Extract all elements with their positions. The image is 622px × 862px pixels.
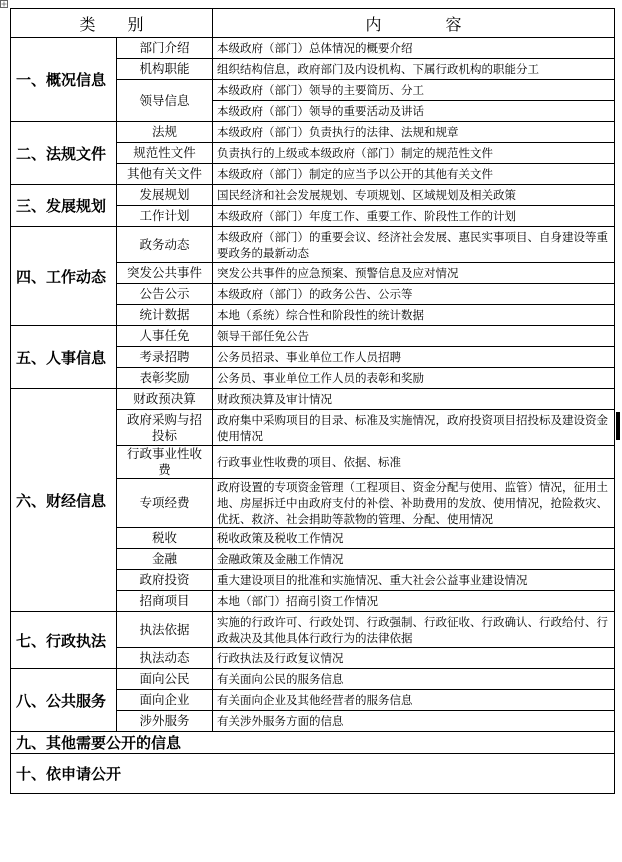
- subcategory-label: 专项经费: [117, 479, 213, 528]
- section-title: 三、发展规划: [11, 185, 117, 227]
- content-cell: 本级政府（部门）领导的主要简历、分工: [213, 80, 615, 101]
- table-header-row: [11, 9, 615, 38]
- content-cell: 金融政策及金融工作情况: [213, 549, 615, 570]
- side-marker: [616, 412, 620, 440]
- header-category: 类 别: [11, 9, 213, 38]
- content-cell: 本地（系统）综合性和阶段性的统计数据: [213, 305, 615, 326]
- content-cell: 国民经济和社会发展规划、专项规划、区域规划及相关政策: [213, 185, 615, 206]
- subcategory-label: 面向企业: [117, 690, 213, 711]
- table-row: [11, 732, 615, 754]
- content-cell: 有关面向企业及其他经营者的服务信息: [213, 690, 615, 711]
- table-row: [11, 227, 615, 263]
- subcategory-label: 金融: [117, 549, 213, 570]
- subcategory-label: 政府投资: [117, 570, 213, 591]
- table-row: [11, 326, 615, 347]
- subcategory-label: 公告公示: [117, 284, 213, 305]
- section-title: 六、财经信息: [11, 389, 117, 612]
- content-cell: 财政预决算及审计情况: [213, 389, 615, 410]
- content-cell: 本地（部门）招商引资工作情况: [213, 591, 615, 612]
- content-cell: 实施的行政许可、行政处罚、行政强制、行政征收、行政确认、行政给付、行政裁决及其他具体行政行为的法律依据: [213, 612, 615, 648]
- subcategory-label: 行政事业性收费: [117, 446, 213, 479]
- content-cell: 本级政府（部门）的政务公告、公示等: [213, 284, 615, 305]
- subcategory-label: 税收: [117, 528, 213, 549]
- subcategory-label: 其他有关文件: [117, 164, 213, 185]
- subcategory-label: 机构职能: [117, 59, 213, 80]
- header-content: 内 容: [213, 9, 615, 38]
- section-title: 七、行政执法: [11, 612, 117, 669]
- subcategory-label: 政务动态: [117, 227, 213, 263]
- table-row: [11, 669, 615, 690]
- section-title: 四、工作动态: [11, 227, 117, 326]
- subcategory-label: 法规: [117, 122, 213, 143]
- subcategory-label: 执法动态: [117, 648, 213, 669]
- table-row: [11, 389, 615, 410]
- section-title: 一、概况信息: [11, 38, 117, 122]
- content-cell: 公务员招录、事业单位工作人员招聘: [213, 347, 615, 368]
- subcategory-label: 部门介绍: [117, 38, 213, 59]
- subcategory-label: 表彰奖励: [117, 368, 213, 389]
- content-cell: 行政执法及行政复议情况: [213, 648, 615, 669]
- table-row: [11, 122, 615, 143]
- disclosure-table: [10, 8, 615, 794]
- content-cell: 公务员、事业单位工作人员的表彰和奖励: [213, 368, 615, 389]
- subcategory-label: 发展规划: [117, 185, 213, 206]
- subcategory-label: 规范性文件: [117, 143, 213, 164]
- subcategory-label: 执法依据: [117, 612, 213, 648]
- section-title: 八、公共服务: [11, 669, 117, 732]
- content-cell: 组织结构信息，政府部门及内设机构、下属行政机构的职能分工: [213, 59, 615, 80]
- subcategory-label: 突发公共事件: [117, 263, 213, 284]
- content-cell: 本级政府（部门）制定的应当予以公开的其他有关文件: [213, 164, 615, 185]
- content-cell: 本级政府（部门）总体情况的概要介绍: [213, 38, 615, 59]
- content-cell: 行政事业性收费的项目、依据、标准: [213, 446, 615, 479]
- table-row: [11, 185, 615, 206]
- content-cell: 税收政策及税收工作情况: [213, 528, 615, 549]
- table-row: [11, 754, 615, 794]
- content-cell: 本级政府（部门）负责执行的法律、法规和规章: [213, 122, 615, 143]
- section-title: 十、依申请公开: [11, 754, 615, 794]
- subcategory-label: 考录招聘: [117, 347, 213, 368]
- subcategory-label: 涉外服务: [117, 711, 213, 732]
- content-cell: 突发公共事件的应急预案、预警信息及应对情况: [213, 263, 615, 284]
- content-cell: 有关面向公民的服务信息: [213, 669, 615, 690]
- content-cell: 本级政府（部门）年度工作、重要工作、阶段性工作的计划: [213, 206, 615, 227]
- content-cell: 领导干部任免公告: [213, 326, 615, 347]
- subcategory-label: 人事任免: [117, 326, 213, 347]
- subcategory-label: 财政预决算: [117, 389, 213, 410]
- table-handle-icon: [0, 0, 8, 8]
- subcategory-label: 面向公民: [117, 669, 213, 690]
- content-cell: 政府集中采购项目的目录、标准及实施情况，政府投资项目招投标及建设资金使用情况: [213, 410, 615, 446]
- table-row: [11, 38, 615, 59]
- table-row: [11, 612, 615, 648]
- subcategory-label: 领导信息: [117, 80, 213, 122]
- content-cell: 本级政府（部门）的重要会议、经济社会发展、惠民实事项目、自身建设等重要政务的最新动态: [213, 227, 615, 263]
- section-title: 五、人事信息: [11, 326, 117, 389]
- content-cell: 有关涉外服务方面的信息: [213, 711, 615, 732]
- section-title: 九、其他需要公开的信息: [11, 732, 615, 754]
- subcategory-label: 统计数据: [117, 305, 213, 326]
- content-cell: 本级政府（部门）领导的重要活动及讲话: [213, 101, 615, 122]
- subcategory-label: 招商项目: [117, 591, 213, 612]
- content-cell: 负责执行的上级或本级政府（部门）制定的规范性文件: [213, 143, 615, 164]
- subcategory-label: 政府采购与招投标: [117, 410, 213, 446]
- content-cell: 政府设置的专项资金管理（工程项目、资金分配与使用、监管）情况，征用土地、房屋拆迁中由政府支付的补偿、补助费用的发放、使用情况，抢险救灾、优抚、救济、社会捐助等款物的管理、分配、使用情况: [213, 479, 615, 528]
- subcategory-label: 工作计划: [117, 206, 213, 227]
- section-title: 二、法规文件: [11, 122, 117, 185]
- content-cell: 重大建设项目的批准和实施情况、重大社会公益事业建设情况: [213, 570, 615, 591]
